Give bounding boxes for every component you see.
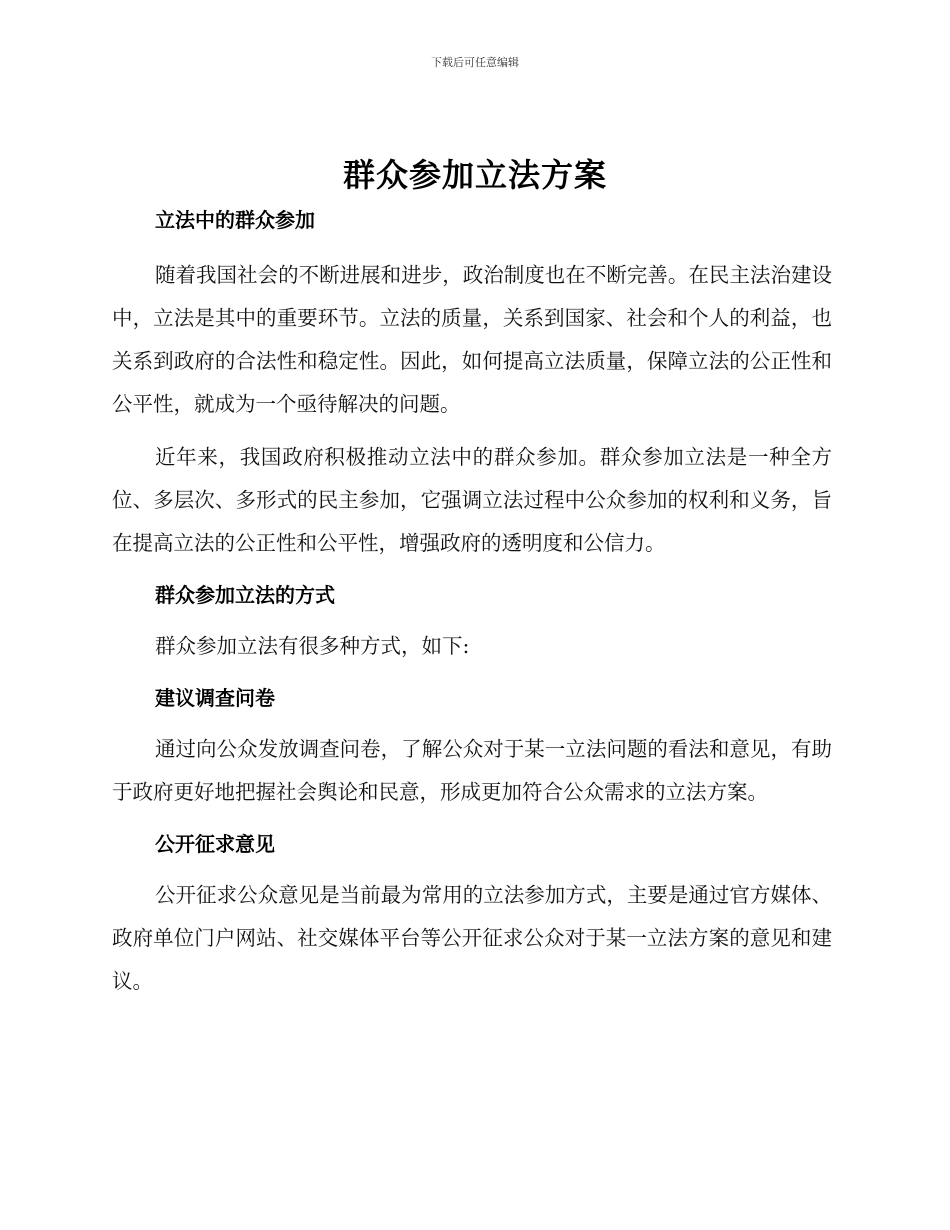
paragraph-methods-intro: 群众参加立法有很多种方式，如下: xyxy=(155,634,470,658)
paragraph-public-comment: 公开征求公众意见是当前最为常用的立法参加方式，主要是通过官方媒体、政府单位门户网站、社交媒体平台等公开征求公众对于某一立法方案的意见和建议。 xyxy=(112,883,832,993)
section-heading-survey: 建议调查问卷 xyxy=(155,686,275,710)
section-heading-public-comment: 公开征求意见 xyxy=(155,832,275,856)
header-note: 下载后可任意编辑 xyxy=(431,56,519,69)
page-title: 群众参加立法方案 xyxy=(342,156,607,194)
section-heading-methods: 群众参加立法的方式 xyxy=(155,583,335,607)
paragraph-recent: 近年来，我国政府积极推动立法中的群众参加。群众参加立法是一种全方位、多层次、多形式的民主参加，它强调立法过程中公众参加的权利和义务，旨在提高立法的公正性和公平性，增强政府的透明度和公信力。 xyxy=(112,445,832,555)
paragraph-survey: 通过向公众发放调查问卷，了解公众对于某一立法问题的看法和意见，有助于政府更好地把握社会舆论和民意，形成更加符合公众需求的立法方案。 xyxy=(112,737,832,804)
section-heading-participation: 立法中的群众参加 xyxy=(155,208,315,232)
document-body xyxy=(112,200,832,1003)
paragraph-intro: 随着我国社会的不断进展和进步，政治制度也在不断完善。在民主法治建设中，立法是其中的重要环节。立法的质量，关系到国家、社会和个人的利益，也关系到政府的合法性和稳定性。因此，如何提高立法质量，保障立法的公正性和公平性，就成为一个亟待解决的问题。 xyxy=(112,263,832,416)
